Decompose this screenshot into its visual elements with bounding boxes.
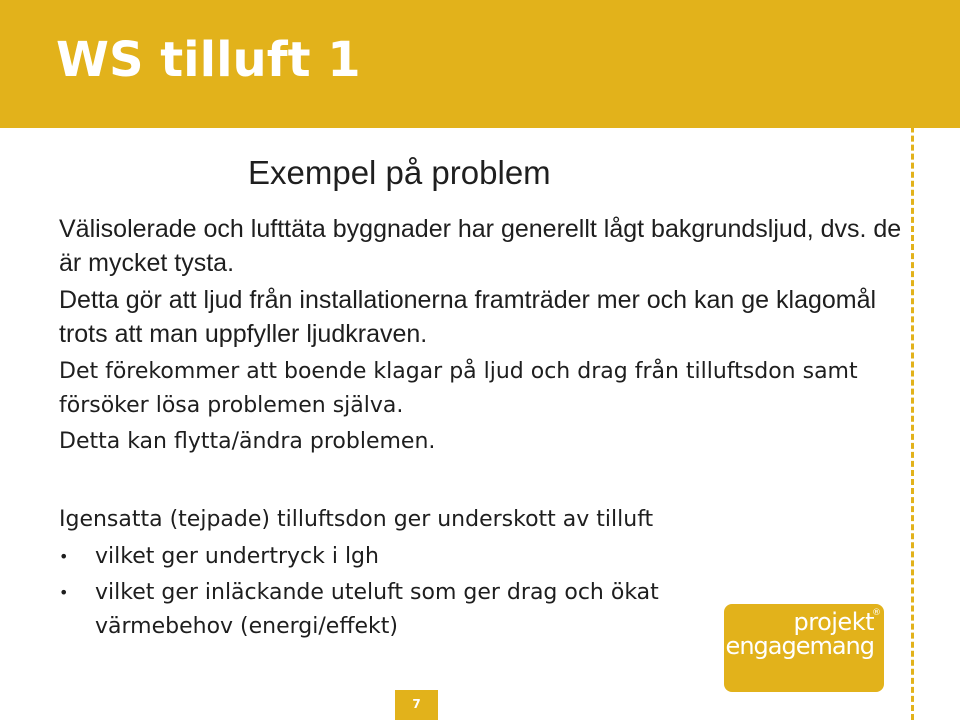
content-heading: Exempel på problem — [248, 154, 551, 191]
slide-title: WS tilluft 1 — [56, 32, 361, 88]
bullet-item — [59, 540, 759, 574]
title-bar — [0, 0, 960, 128]
bullet-dot-icon: • — [59, 547, 69, 566]
paragraph-problem-shift: Detta kan flytta/ändra problemen. — [59, 429, 436, 454]
projekt-engagemang-logo — [724, 604, 884, 692]
registered-mark-icon: ® — [872, 608, 881, 618]
paragraph-installation-noise: Detta gör att ljud från installationerna framträder mer och kan ge klagomål trots att man uppfyller ljudkraven. — [59, 286, 877, 348]
bullet-list — [59, 540, 759, 646]
paragraph-resident-complaints: Det förekommer att boende klagar på ljud och drag från tilluftsdon samt försöker lösa problemen själva. — [59, 359, 858, 418]
logo-text-engagemang: engagemang — [725, 632, 874, 660]
paragraph-blocked-vents: Igensatta (tejpade) tilluftsdon ger underskott av tilluft — [59, 507, 654, 532]
bullet-item — [59, 576, 759, 644]
page-number-badge: 7 — [395, 690, 438, 720]
paragraph-background-noise: Välisolerade och lufttäta byggnader har generellt lågt bakgrundsljud, dvs. de är mycket tysta. — [59, 215, 902, 277]
logo-text-projekt: projekt — [793, 608, 874, 636]
bullet-dot-icon: • — [59, 583, 69, 602]
bullet-text: vilket ger undertryck i lgh — [95, 544, 379, 569]
bullet-text: vilket ger inläckande uteluft som ger drag och ökat värmebehov (energi/effekt) — [95, 580, 659, 639]
dashed-divider — [911, 0, 914, 720]
